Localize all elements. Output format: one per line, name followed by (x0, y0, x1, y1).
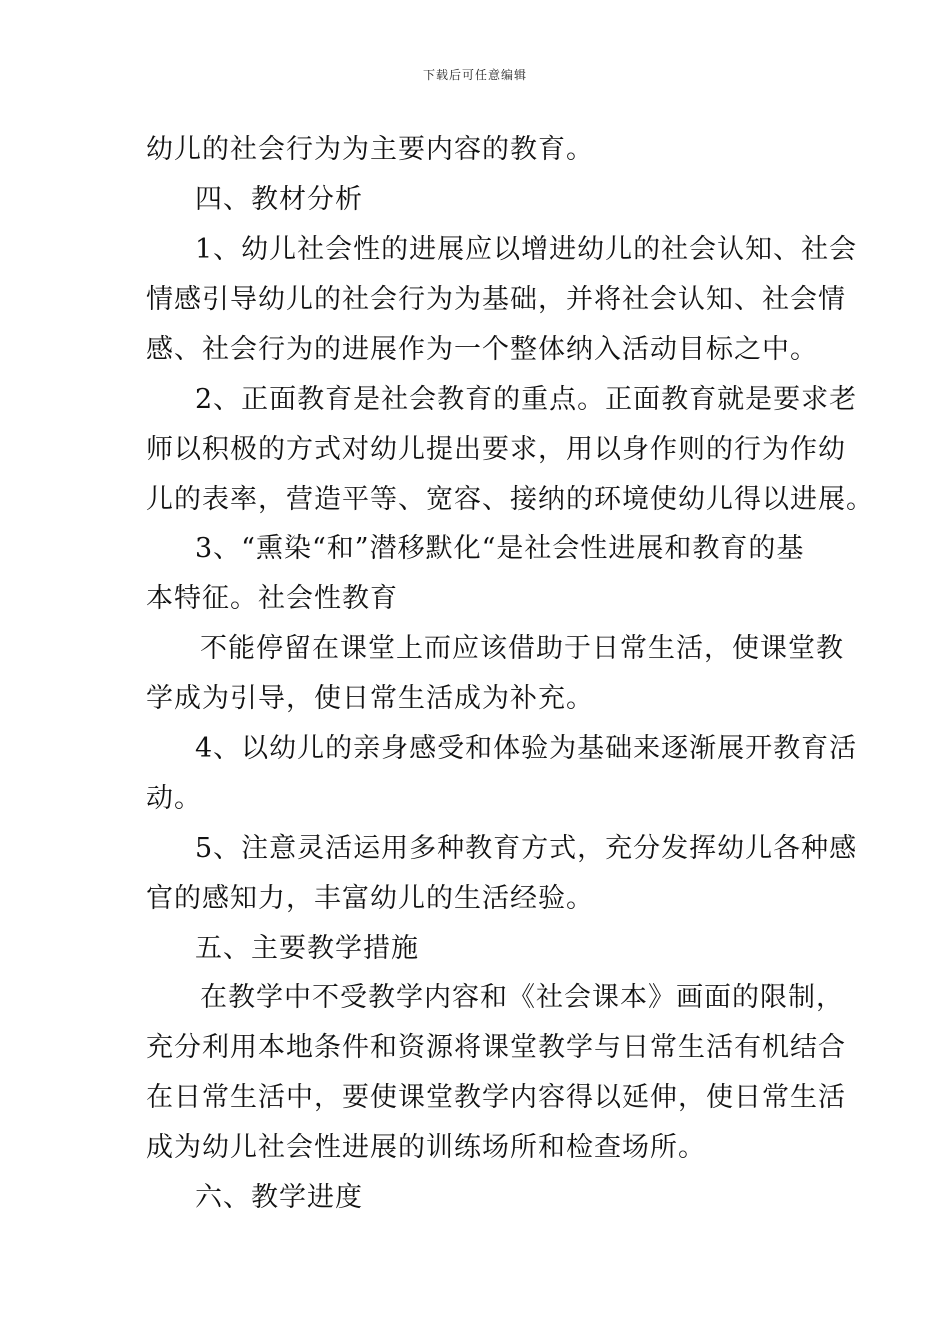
body-line: 儿的表率，营造平等、宽容、接纳的环境使幼儿得以进展。 (146, 484, 874, 515)
section-heading: 四、教材分析 (195, 184, 363, 215)
body-line: 情感引导幼儿的社会行为为基础，并将社会认知、社会情 (146, 284, 846, 315)
body-line: 1、幼儿社会性的进展应以增进幼儿的社会认知、社会 (195, 234, 858, 265)
section-heading: 六、教学进度 (195, 1182, 363, 1213)
body-line: 官的感知力，丰富幼儿的生活经验。 (146, 883, 594, 914)
body-line: 在日常生活中，要使课堂教学内容得以延伸，使日常生活 (146, 1082, 846, 1113)
body-line: 在教学中不受教学内容和《社会课本》画面的限制， (200, 982, 844, 1013)
body-line: 动。 (146, 783, 202, 814)
body-line: 5、注意灵活运用多种教育方式，充分发挥幼儿各种感 (195, 833, 858, 864)
body-line: 充分利用本地条件和资源将课堂教学与日常生活有机结合 (146, 1032, 846, 1063)
body-line: 3、“熏染“和”潜移默化“是社会性进展和教育的基 (195, 533, 805, 564)
body-line: 成为幼儿社会性进展的训练场所和检查场所。 (146, 1132, 706, 1163)
body-line: 2、正面教育是社会教育的重点。正面教育就是要求老 (195, 384, 858, 415)
body-line: 不能停留在课堂上而应该借助于日常生活，使课堂教 (200, 633, 844, 664)
body-line: 学成为引导，使日常生活成为补充。 (146, 683, 594, 714)
page-header: 下载后可任意编辑 (422, 68, 527, 82)
body-line: 4、以幼儿的亲身感受和体验为基础来逐渐展开教育活 (195, 733, 858, 764)
body-line: 师以积极的方式对幼儿提出要求，用以身作则的行为作幼 (146, 434, 846, 465)
section-heading: 五、主要教学措施 (195, 933, 419, 964)
body-line: 感、社会行为的进展作为一个整体纳入活动目标之中。 (146, 334, 818, 365)
body-line: 本特征。社会性教育 (146, 583, 398, 614)
body-line: 幼儿的社会行为为主要内容的教育。 (146, 134, 594, 165)
